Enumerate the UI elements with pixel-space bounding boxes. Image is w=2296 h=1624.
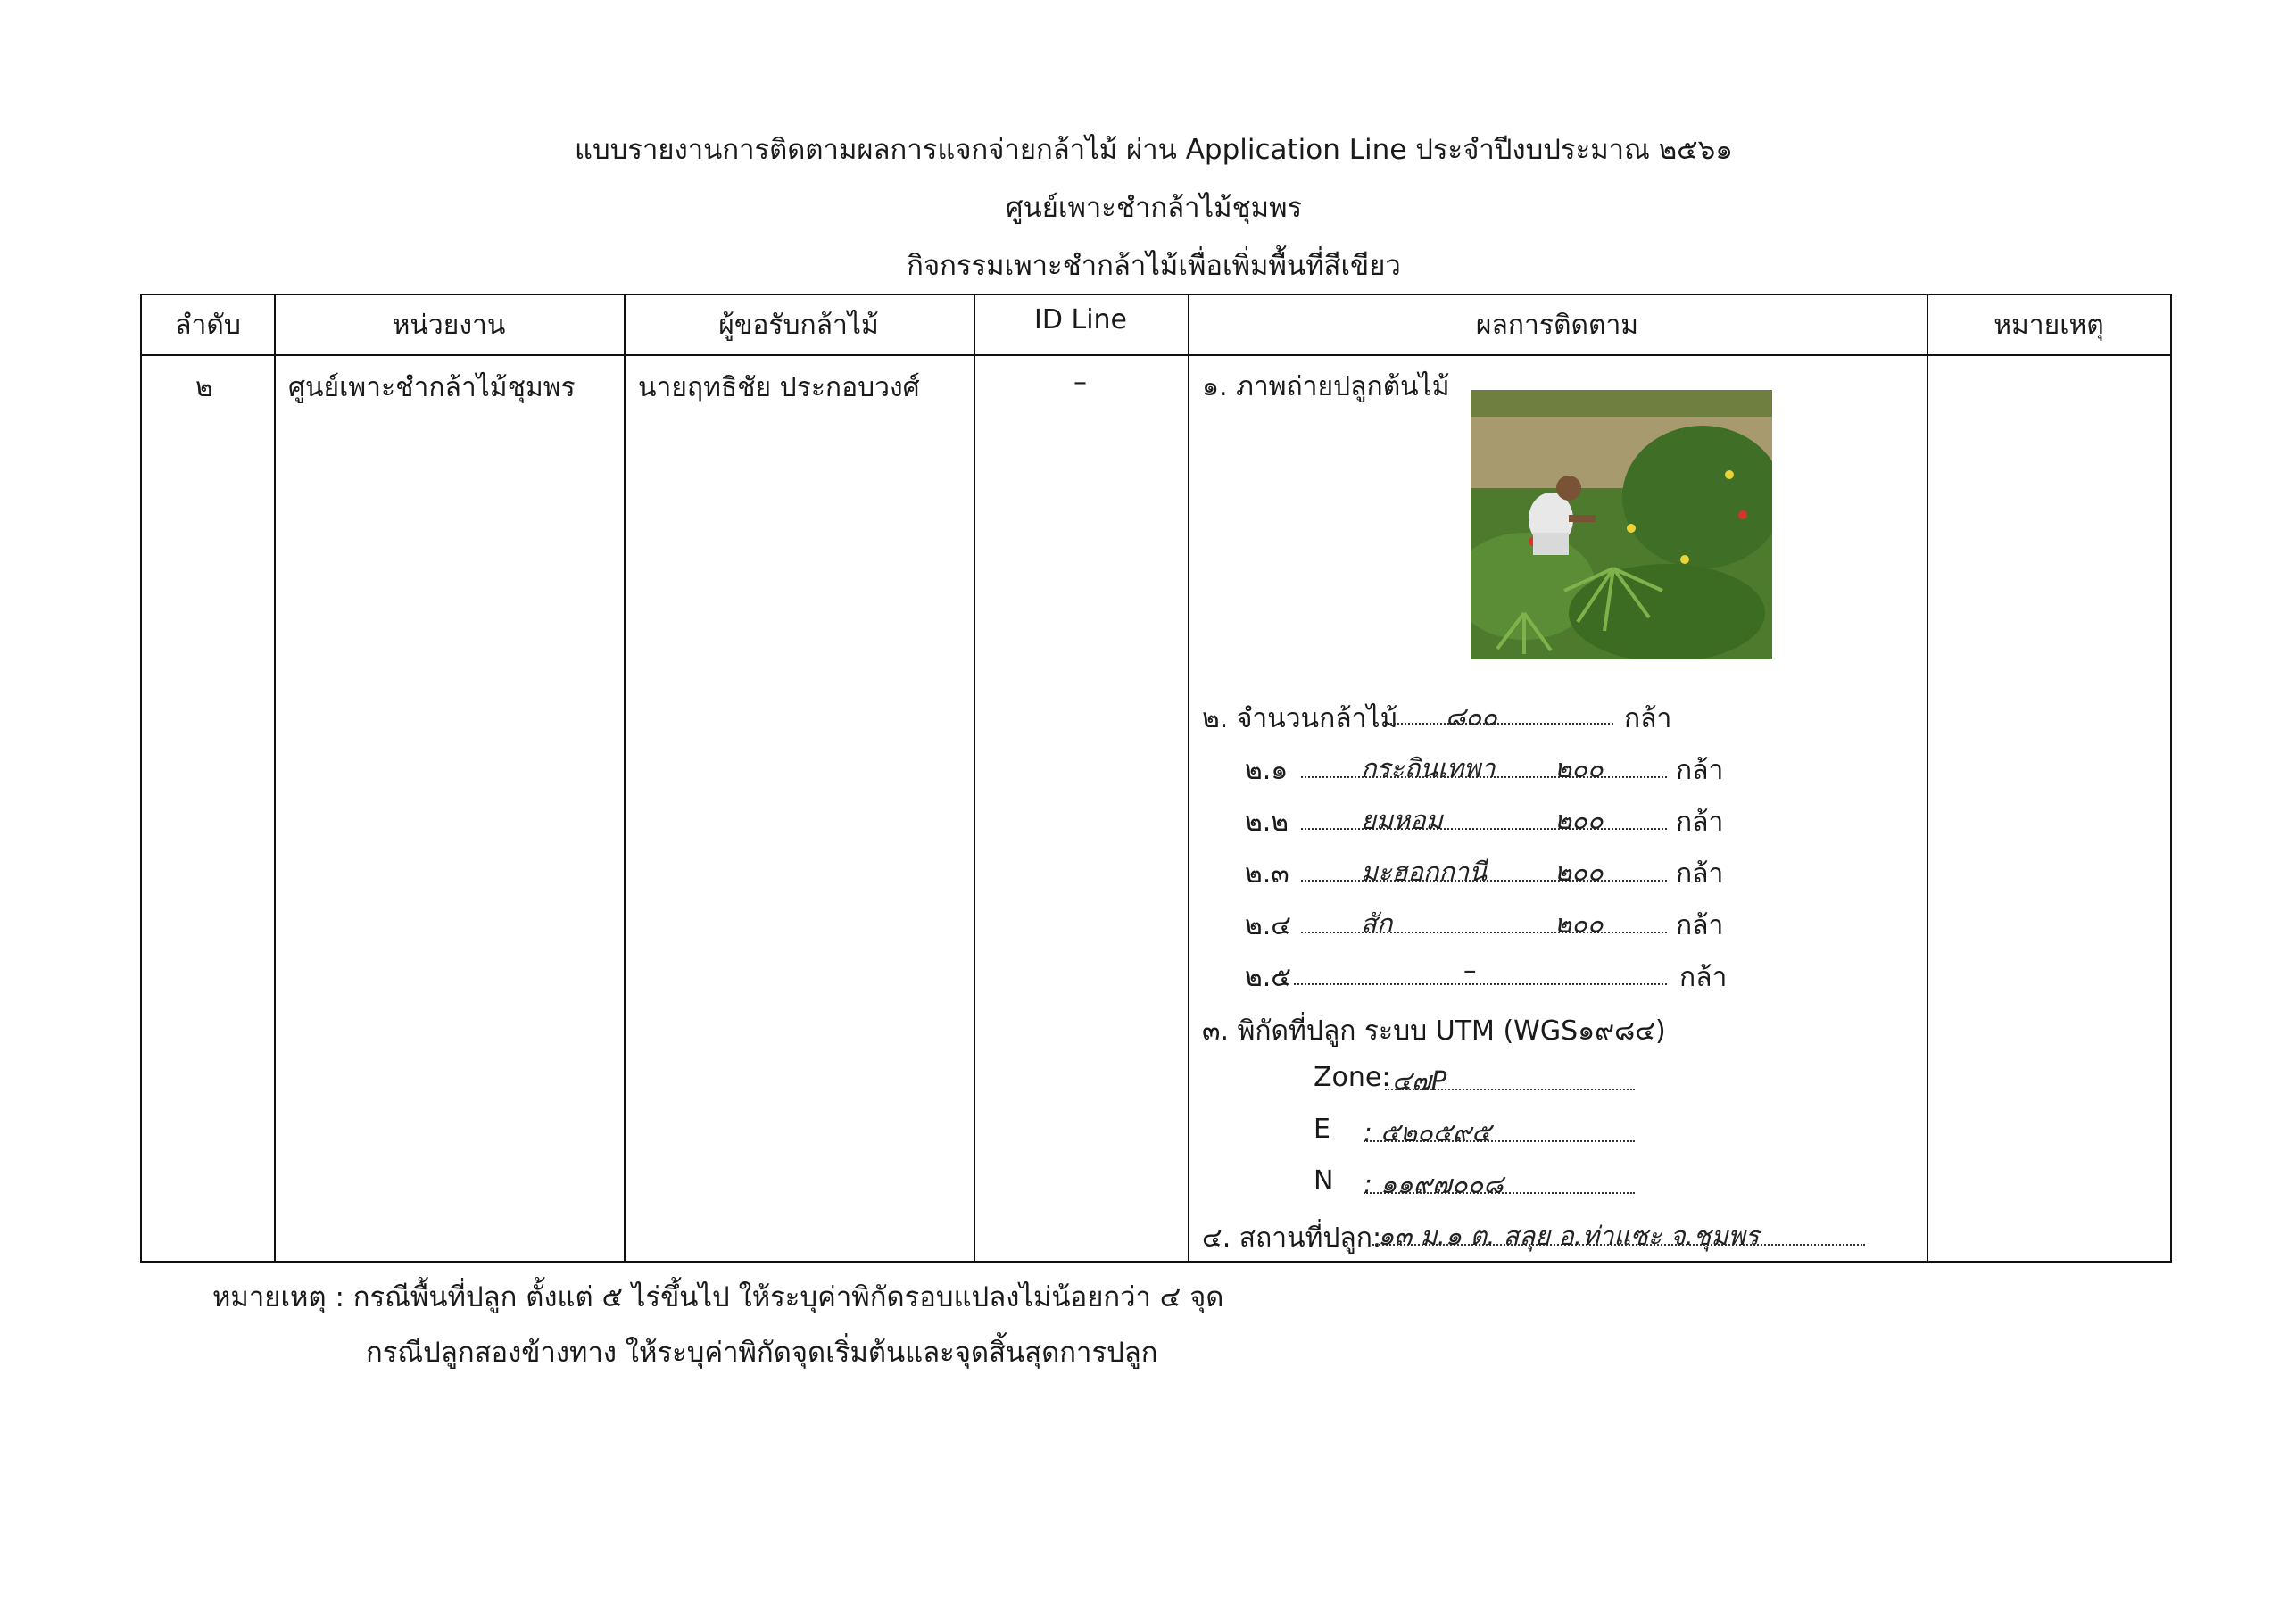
row-agency: ศูนย์เพาะชำกล้าไม้ชุมพร xyxy=(288,372,576,403)
row-no: ๒ xyxy=(195,372,213,403)
col-header-remark: หมายเหตุ xyxy=(1993,310,2104,341)
count-value: ๘๐๐ xyxy=(1446,701,1497,732)
item-no: ๒.๔ xyxy=(1245,910,1292,941)
item-underline xyxy=(1301,932,1667,933)
photo-label: ๑. ภาพถ่ายปลูกต้นไม้ xyxy=(1202,371,1450,402)
row-id-line: – xyxy=(1073,367,1087,398)
place-value: ๑๓ ม.๑ ต. สลุย อ.ท่าแซะ จ.ชุมพร xyxy=(1378,1221,1760,1251)
report-table xyxy=(140,294,2172,1263)
e-value: : ๕๒๐๕๙๕ xyxy=(1364,1117,1491,1148)
item-name: มะฮอกกานี xyxy=(1361,857,1488,887)
zone-label: Zone: xyxy=(1314,1062,1391,1093)
item-qty: ๒๐๐ xyxy=(1554,753,1604,783)
e-label: E xyxy=(1314,1114,1330,1145)
count-unit: กล้า xyxy=(1624,703,1672,734)
item-underline xyxy=(1301,828,1667,830)
item-qty: ๒๐๐ xyxy=(1554,908,1604,939)
item-unit: กล้า xyxy=(1676,755,1724,786)
n-value: : ๑๑๙๗๐๐๘ xyxy=(1364,1169,1504,1199)
item-unit: กล้า xyxy=(1676,858,1724,890)
row-recipient: นายฤทธิชัย ประกอบวงศ์ xyxy=(638,372,920,403)
place-label: ๔. สถานที่ปลูก: xyxy=(1202,1222,1382,1254)
col-header-id-line: ID Line xyxy=(1033,304,1128,336)
col-header-result: ผลการติดตาม xyxy=(1475,310,1639,341)
col-header-agency: หน่วยงาน xyxy=(392,310,506,341)
item-qty: ๒๐๐ xyxy=(1554,857,1604,887)
note-line-1: หมายเหตุ : กรณีพื้นที่ปลูก ตั้งแต่ ๕ ไร่ขึ้นไป ให้ระบุค่าพิกัดรอบแปลงไม่น้อยกว่า ๔ จุด xyxy=(212,1281,1224,1313)
note-line-2: กรณีปลูกสองข้างทาง ให้ระบุค่าพิกัดจุดเริ่มต้นและจุดสิ้นสุดการปลูก xyxy=(366,1337,1158,1369)
item-no: ๒.๓ xyxy=(1245,858,1289,890)
item-unit: กล้า xyxy=(1676,807,1724,838)
item-no: ๒.๒ xyxy=(1245,807,1289,838)
zone-value: ๔๗P xyxy=(1392,1065,1447,1096)
item-name: สัก xyxy=(1361,908,1393,939)
count-underline xyxy=(1390,723,1613,725)
coord-label: ๓. พิกัดที่ปลูก ระบบ UTM (WGS๑๙๘๔) xyxy=(1202,1015,1666,1047)
item-underline xyxy=(1294,983,1667,985)
col-header-no: ลำดับ xyxy=(175,310,241,341)
item-qty: ๒๐๐ xyxy=(1554,805,1604,835)
item-no: ๒.๕ xyxy=(1245,962,1292,993)
item-unit: กล้า xyxy=(1679,962,1728,993)
item-name: ยมหอม xyxy=(1361,805,1443,835)
item-name: กระถินเทพา xyxy=(1361,753,1496,783)
planting-photo xyxy=(1471,390,1772,659)
col-header-recipient: ผู้ขอรับกล้าไม้ xyxy=(718,310,879,341)
n-label: N xyxy=(1314,1165,1334,1197)
item-unit: กล้า xyxy=(1676,910,1724,941)
count-label: ๒. จำนวนกล้าไม้ xyxy=(1202,703,1398,734)
report-subtitle-center: ศูนย์เพาะชำกล้าไม้ชุมพร xyxy=(1005,192,1303,224)
report-title: แบบรายงานการติดตามผลการแจกจ่ายกล้าไม้ ผ่าน Application Line ประจำปีงบประมาณ ๒๕๖๑ xyxy=(575,134,1733,166)
report-subtitle-activity: กิจกรรมเพาะชำกล้าไม้เพื่อเพิ่มพื้นที่สีเขียว xyxy=(907,250,1401,282)
item-qty: – xyxy=(1463,955,1477,985)
item-no: ๒.๑ xyxy=(1245,755,1289,786)
